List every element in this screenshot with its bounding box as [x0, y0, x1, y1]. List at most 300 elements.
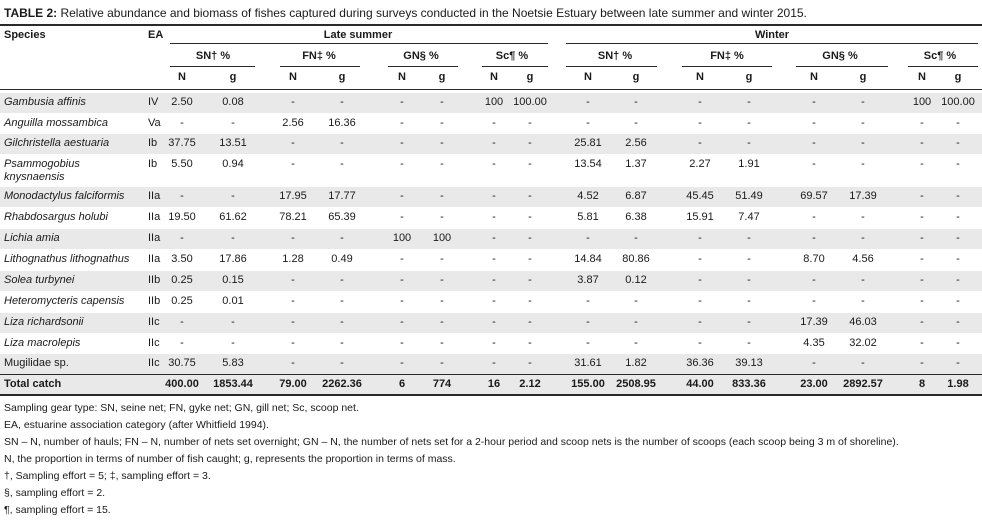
species-name: knysnaensis [4, 171, 65, 183]
sub-header: N [696, 71, 704, 83]
value-cell: - [180, 337, 184, 349]
value-cell: - [400, 190, 404, 202]
value-cell: - [920, 190, 924, 202]
gear-rule [170, 66, 255, 67]
value-cell: - [586, 232, 590, 244]
value-cell: - [920, 211, 924, 223]
table-caption-text: Relative abundance and biomass of fishes captured during surveys conducted in the Noetsie Estuary between late summer and winter 2015. [57, 6, 807, 20]
value-cell: - [440, 211, 444, 223]
value-cell: - [492, 117, 496, 129]
ea-code: IIc [148, 316, 160, 328]
value-cell: - [920, 295, 924, 307]
footnote: SN – N, number of hauls; FN – N, number of nets set overnight; GN – N, the number of nets set for a 2-hour period and scoop nets is the number of scoops (each scoop being 3 m of shoreline). [4, 436, 899, 448]
value-cell: - [291, 158, 295, 170]
value-cell: 1.91 [738, 158, 760, 170]
value-cell: - [440, 158, 444, 170]
value-cell: 8.70 [803, 253, 825, 265]
species-name: Lithognathus lithognathus [4, 253, 130, 265]
sub-header: g [954, 71, 962, 83]
value-cell: 0.12 [625, 274, 647, 286]
value-cell: - [956, 337, 960, 349]
value-cell: - [634, 316, 638, 328]
value-cell: - [920, 253, 924, 265]
sub-header: g [438, 71, 446, 83]
species-name: Gilchristella aestuaria [4, 137, 110, 149]
value-cell: - [291, 232, 295, 244]
value-cell: - [812, 232, 816, 244]
value-cell: - [340, 295, 344, 307]
gear-header: FN‡ % [710, 50, 744, 62]
value-cell: 4.56 [852, 253, 874, 265]
total-value: 155.00 [571, 378, 605, 390]
gear-rule [566, 66, 657, 67]
species-name: Lichia amia [4, 232, 60, 244]
footnote: †, Sampling effort = 5; ‡, sampling effort = 3. [4, 470, 211, 482]
gear-rule [796, 66, 888, 67]
value-cell: - [956, 274, 960, 286]
value-cell: - [528, 137, 532, 149]
total-top-rule [0, 374, 982, 375]
ea-code: IIa [148, 211, 161, 223]
total-value: 16 [487, 378, 501, 390]
value-cell: - [861, 357, 865, 369]
value-cell: - [812, 295, 816, 307]
value-cell: - [920, 117, 924, 129]
value-cell: - [956, 190, 960, 202]
species-name: Solea turbynei [4, 274, 75, 286]
footnote: Sampling gear type: SN, seine net; FN, gyke net; GN, gill net; Sc, scoop net. [4, 402, 359, 414]
value-cell: 1.82 [625, 357, 647, 369]
value-cell: - [400, 117, 404, 129]
value-cell: - [698, 274, 702, 286]
value-cell: - [492, 274, 496, 286]
value-cell: - [340, 274, 344, 286]
total-value: 1853.44 [213, 378, 253, 390]
value-cell: 100.00 [513, 96, 547, 108]
gear-rule [908, 66, 978, 67]
value-cell: 0.94 [222, 158, 244, 170]
total-value: 833.36 [732, 378, 766, 390]
value-cell: - [231, 316, 235, 328]
total-value: 44.00 [686, 378, 714, 390]
gear-rule [482, 66, 548, 67]
value-cell: - [812, 158, 816, 170]
value-cell: - [440, 117, 444, 129]
value-cell: - [528, 337, 532, 349]
value-cell: 14.84 [574, 253, 602, 265]
value-cell: 2.56 [625, 137, 647, 149]
value-cell: - [231, 117, 235, 129]
value-cell: - [634, 295, 638, 307]
value-cell: - [698, 117, 702, 129]
value-cell: - [956, 357, 960, 369]
value-cell: - [180, 232, 184, 244]
species-name: Anguilla mossambica [4, 117, 108, 129]
value-cell: 3.87 [577, 274, 599, 286]
total-value: 8 [918, 378, 926, 390]
value-cell: - [634, 337, 638, 349]
value-cell: - [586, 337, 590, 349]
value-cell: - [861, 158, 865, 170]
value-cell: - [440, 316, 444, 328]
value-cell: - [291, 96, 295, 108]
value-cell: - [528, 295, 532, 307]
value-cell: - [634, 232, 638, 244]
value-cell: - [340, 96, 344, 108]
species-name: Liza macrolepis [4, 337, 81, 349]
value-cell: - [231, 232, 235, 244]
value-cell: - [492, 253, 496, 265]
value-cell: - [291, 357, 295, 369]
ea-code: IIc [148, 337, 160, 349]
value-cell: - [698, 96, 702, 108]
ea-code: IIc [148, 357, 160, 369]
value-cell: - [400, 337, 404, 349]
value-cell: - [400, 274, 404, 286]
value-cell: - [291, 274, 295, 286]
value-cell: 4.52 [577, 190, 599, 202]
top-rule [0, 24, 982, 26]
gear-header: Sc¶ % [495, 50, 529, 62]
late-summer-header: Late summer [323, 29, 393, 41]
sub-header: N [490, 71, 498, 83]
value-cell: - [698, 253, 702, 265]
footnote: §, sampling effort = 2. [4, 487, 106, 499]
value-cell: - [400, 316, 404, 328]
value-cell: 3.50 [171, 253, 193, 265]
sub-header: g [745, 71, 753, 83]
value-cell: - [956, 117, 960, 129]
value-cell: - [920, 316, 924, 328]
value-cell: 78.21 [279, 211, 307, 223]
value-cell: - [440, 96, 444, 108]
gear-header: Sc¶ % [923, 50, 957, 62]
value-cell: - [492, 357, 496, 369]
value-cell: 2.27 [689, 158, 711, 170]
value-cell: 5.83 [222, 357, 244, 369]
sub-header: g [526, 71, 534, 83]
value-cell: - [634, 96, 638, 108]
value-cell: - [400, 211, 404, 223]
winter-rule [566, 43, 978, 44]
sub-header: N [810, 71, 818, 83]
sub-header: g [632, 71, 640, 83]
value-cell: 13.51 [219, 137, 247, 149]
total-value: 2.12 [519, 378, 541, 390]
value-cell: 32.02 [849, 337, 877, 349]
value-cell: - [861, 137, 865, 149]
winter-header: Winter [754, 29, 790, 41]
value-cell: - [698, 232, 702, 244]
value-cell: - [492, 337, 496, 349]
value-cell: - [528, 211, 532, 223]
ea-code: IIa [148, 190, 161, 202]
value-cell: - [291, 337, 295, 349]
species-name: Monodactylus falciformis [4, 190, 125, 202]
footnote: EA, estuarine association category (after Whitfield 1994). [4, 419, 269, 431]
value-cell: - [400, 137, 404, 149]
species-name: Mugilidae sp. [4, 357, 69, 369]
value-cell: 17.95 [279, 190, 307, 202]
value-cell: - [956, 295, 960, 307]
species-name: Rhabdosargus holubi [4, 211, 108, 223]
value-cell: - [528, 274, 532, 286]
value-cell: - [956, 232, 960, 244]
value-cell: 61.62 [219, 211, 247, 223]
value-cell: - [586, 316, 590, 328]
value-cell: 100 [392, 232, 412, 244]
value-cell: - [747, 117, 751, 129]
value-cell: - [812, 117, 816, 129]
total-value: 2892.57 [843, 378, 883, 390]
value-cell: - [812, 357, 816, 369]
value-cell: - [698, 295, 702, 307]
total-value: 2262.36 [322, 378, 362, 390]
value-cell: - [440, 190, 444, 202]
value-cell: 5.81 [577, 211, 599, 223]
value-cell: - [400, 295, 404, 307]
value-cell: - [956, 253, 960, 265]
value-cell: - [861, 232, 865, 244]
value-cell: - [400, 253, 404, 265]
value-cell: - [861, 211, 865, 223]
value-cell: - [440, 253, 444, 265]
table-caption-label: TABLE 2: [4, 6, 58, 20]
sub-header: N [918, 71, 926, 83]
value-cell: - [492, 211, 496, 223]
value-cell: - [440, 137, 444, 149]
value-cell: 51.49 [735, 190, 763, 202]
species-name: Psammogobius [4, 158, 80, 170]
sub-header: N [289, 71, 297, 83]
value-cell: - [528, 316, 532, 328]
ea-code: IIb [148, 274, 161, 286]
value-cell: - [492, 295, 496, 307]
value-cell: - [440, 295, 444, 307]
value-cell: 2.50 [171, 96, 193, 108]
sub-header: N [178, 71, 186, 83]
value-cell: - [291, 137, 295, 149]
value-cell: - [747, 253, 751, 265]
gear-rule [388, 66, 458, 67]
value-cell: 4.35 [803, 337, 825, 349]
value-cell: 17.77 [328, 190, 356, 202]
value-cell: - [698, 316, 702, 328]
value-cell: - [440, 274, 444, 286]
value-cell: - [861, 117, 865, 129]
bottom-rule [0, 394, 982, 396]
total-value: 1.98 [947, 378, 969, 390]
value-cell: - [340, 158, 344, 170]
value-cell: - [920, 357, 924, 369]
value-cell: - [747, 137, 751, 149]
gear-header: GN§ % [822, 50, 858, 62]
value-cell: 16.36 [328, 117, 356, 129]
ea-code: Ib [148, 158, 158, 170]
value-cell: - [528, 357, 532, 369]
value-cell: - [812, 137, 816, 149]
value-cell: 100.00 [941, 96, 975, 108]
value-cell: - [180, 316, 184, 328]
value-cell: - [440, 357, 444, 369]
value-cell: - [920, 337, 924, 349]
ea-code: IIa [148, 253, 161, 265]
value-cell: 17.39 [849, 190, 877, 202]
value-cell: - [492, 232, 496, 244]
value-cell: - [400, 96, 404, 108]
value-cell: 46.03 [849, 316, 877, 328]
value-cell: - [747, 316, 751, 328]
value-cell: 30.75 [168, 357, 196, 369]
value-cell: - [586, 117, 590, 129]
value-cell: 17.86 [219, 253, 247, 265]
value-cell: - [340, 337, 344, 349]
value-cell: 80.86 [622, 253, 650, 265]
total-value: 79.00 [279, 378, 307, 390]
value-cell: 6.87 [625, 190, 647, 202]
species-name: Gambusia affinis [4, 96, 86, 108]
value-cell: 2.56 [282, 117, 304, 129]
value-cell: 37.75 [168, 137, 196, 149]
total-value: 2508.95 [616, 378, 656, 390]
value-cell: 17.39 [800, 316, 828, 328]
value-cell: 65.39 [328, 211, 356, 223]
value-cell: - [586, 295, 590, 307]
value-cell: - [492, 137, 496, 149]
value-cell: 100 [912, 96, 932, 108]
value-cell: 6.38 [625, 211, 647, 223]
value-cell: - [528, 190, 532, 202]
value-cell: - [747, 295, 751, 307]
value-cell: 0.15 [222, 274, 244, 286]
value-cell: 15.91 [686, 211, 714, 223]
value-cell: - [747, 274, 751, 286]
value-cell: - [812, 96, 816, 108]
value-cell: - [920, 274, 924, 286]
ea-code: Va [148, 117, 161, 129]
species-name: Liza richardsonii [4, 316, 84, 328]
value-cell: - [528, 232, 532, 244]
total-value: 6 [398, 378, 406, 390]
gear-rule [682, 66, 772, 67]
value-cell: 39.13 [735, 357, 763, 369]
value-cell: - [291, 316, 295, 328]
value-cell: 0.01 [222, 295, 244, 307]
value-cell: - [492, 158, 496, 170]
value-cell: - [861, 96, 865, 108]
value-cell: - [291, 295, 295, 307]
sub-header: g [338, 71, 346, 83]
value-cell: - [340, 232, 344, 244]
total-value: 23.00 [800, 378, 828, 390]
late-summer-rule [170, 43, 548, 44]
value-cell: - [920, 232, 924, 244]
gear-header: SN† % [195, 50, 231, 62]
footnote: N, the proportion in terms of number of fish caught; g, represents the proportion in terms of mass. [4, 453, 456, 465]
total-value: 400.00 [165, 378, 199, 390]
value-cell: 25.81 [574, 137, 602, 149]
value-cell: - [920, 137, 924, 149]
value-cell: - [812, 211, 816, 223]
value-cell: - [180, 190, 184, 202]
value-cell: 36.36 [686, 357, 714, 369]
footnote: ¶, sampling effort = 15. [4, 504, 111, 516]
value-cell: - [747, 337, 751, 349]
value-cell: - [440, 337, 444, 349]
value-cell: 31.61 [574, 357, 602, 369]
value-cell: 45.45 [686, 190, 714, 202]
total-value: 774 [432, 378, 452, 390]
value-cell: 13.54 [574, 158, 602, 170]
value-cell: - [747, 96, 751, 108]
value-cell: 0.08 [222, 96, 244, 108]
value-cell: - [861, 295, 865, 307]
sub-header: N [398, 71, 406, 83]
value-cell: - [231, 190, 235, 202]
value-cell: - [528, 117, 532, 129]
value-cell: 100 [432, 232, 452, 244]
value-cell: - [956, 211, 960, 223]
ea-header: EA [148, 29, 164, 41]
value-cell: - [698, 137, 702, 149]
sub-header: g [229, 71, 237, 83]
value-cell: - [920, 158, 924, 170]
value-cell: - [528, 253, 532, 265]
ea-code: IV [148, 96, 159, 108]
value-cell: 1.28 [282, 253, 304, 265]
header-bottom-rule [0, 89, 982, 90]
value-cell: 1.37 [625, 158, 647, 170]
value-cell: - [180, 117, 184, 129]
species-header: Species [4, 29, 46, 41]
value-cell: - [400, 158, 404, 170]
value-cell: 69.57 [800, 190, 828, 202]
ea-code: IIb [148, 295, 161, 307]
value-cell: - [698, 337, 702, 349]
value-cell: - [956, 316, 960, 328]
value-cell: - [400, 357, 404, 369]
gear-header: FN‡ % [302, 50, 336, 62]
table-caption [4, 6, 807, 20]
value-cell: - [956, 137, 960, 149]
ea-code: Ib [148, 137, 158, 149]
value-cell: 19.50 [168, 211, 196, 223]
value-cell: - [586, 96, 590, 108]
value-cell: - [492, 316, 496, 328]
value-cell: 0.49 [331, 253, 353, 265]
value-cell: - [634, 117, 638, 129]
gear-header: GN§ % [403, 50, 439, 62]
ea-code: IIa [148, 232, 161, 244]
value-cell: 7.47 [738, 211, 760, 223]
value-cell: - [812, 274, 816, 286]
gear-header: SN† % [597, 50, 633, 62]
value-cell: 0.25 [171, 274, 193, 286]
sub-header: N [584, 71, 592, 83]
value-cell: 5.50 [171, 158, 193, 170]
value-cell: 0.25 [171, 295, 193, 307]
value-cell: - [492, 190, 496, 202]
value-cell: - [956, 158, 960, 170]
value-cell: - [340, 316, 344, 328]
species-name: Heteromycteris capensis [4, 295, 125, 307]
value-cell: - [340, 137, 344, 149]
value-cell: - [340, 357, 344, 369]
gear-rule [280, 66, 360, 67]
value-cell: - [528, 158, 532, 170]
total-label: Total catch [4, 378, 62, 390]
value-cell: - [747, 232, 751, 244]
